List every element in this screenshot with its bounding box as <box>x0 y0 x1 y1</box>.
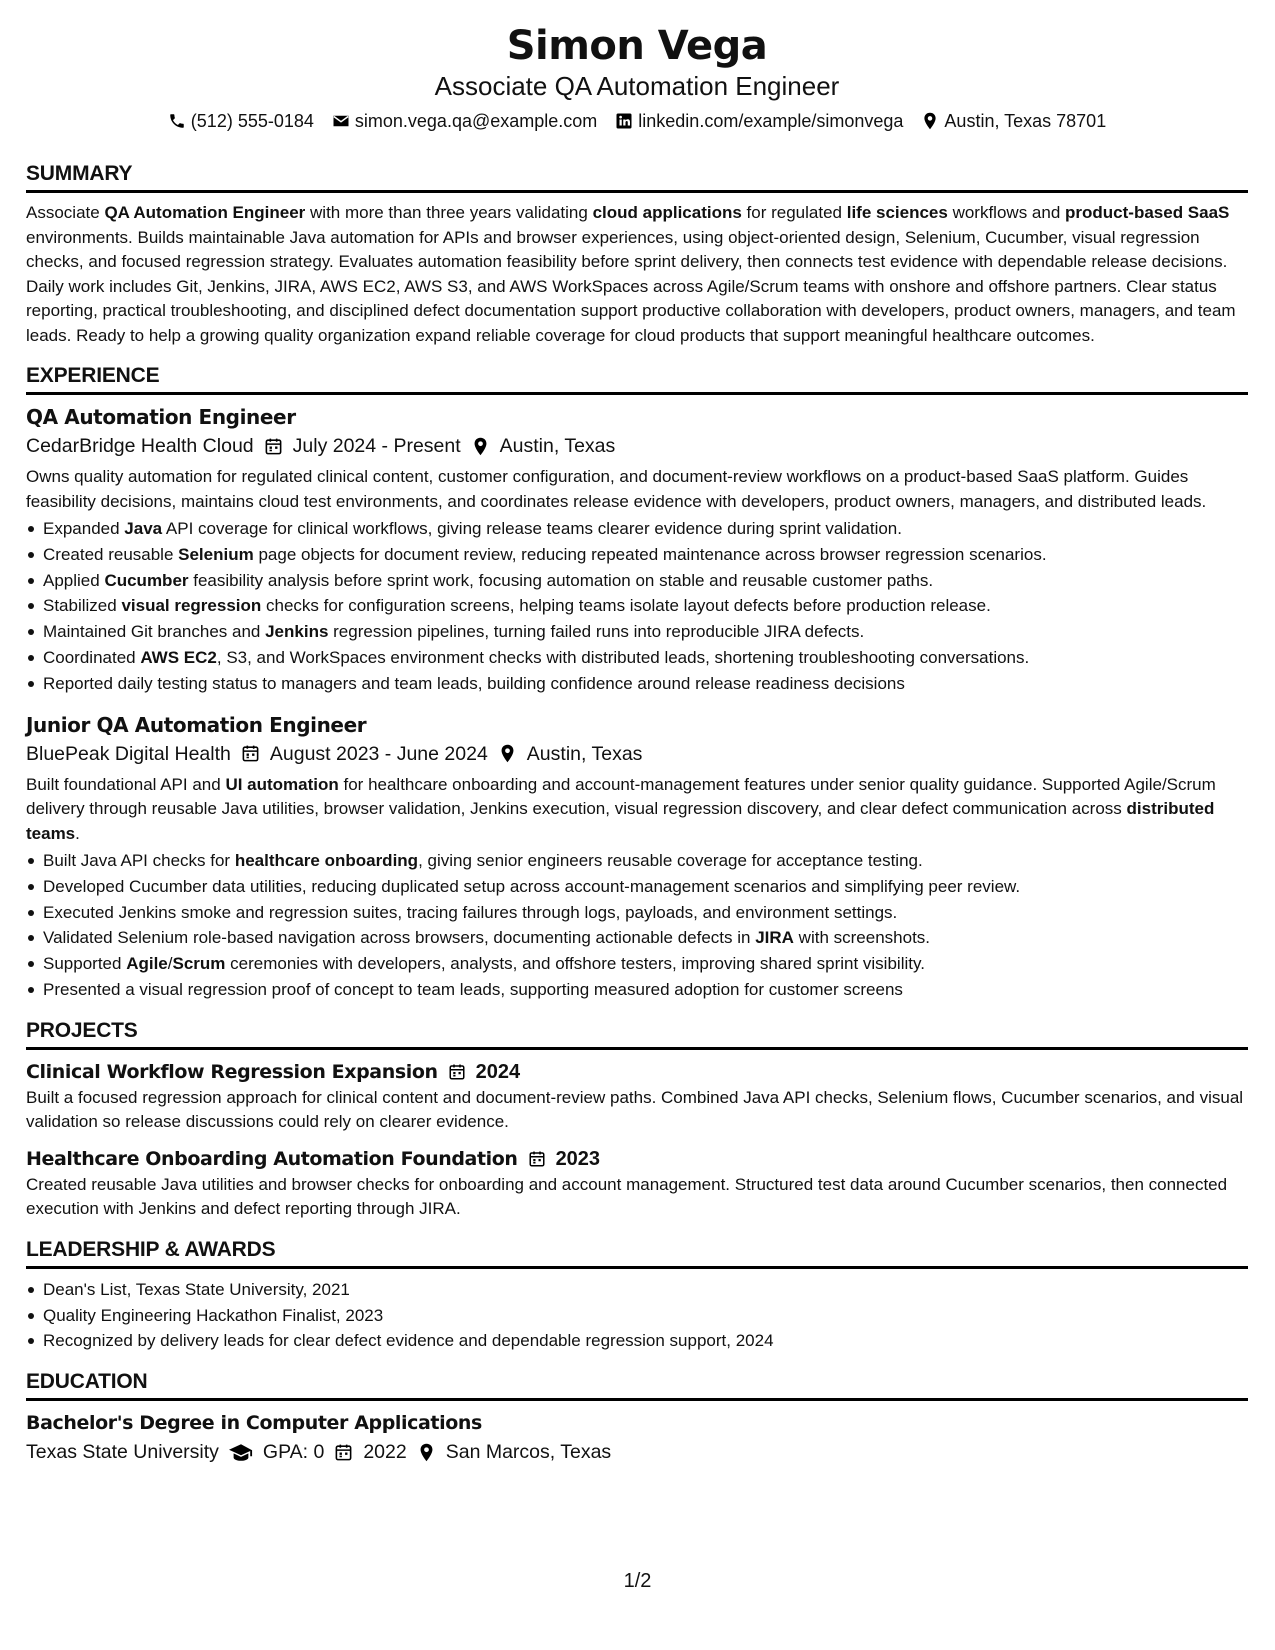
list-item: Supported Agile/Scrum ceremonies with developers, analysts, and offshore testers, improving shared sprint visibility. <box>26 951 1248 977</box>
emphasis-text: product-based SaaS <box>1065 203 1230 222</box>
company-name: CedarBridge Health Cloud <box>26 435 254 457</box>
summary-section <box>26 160 1248 348</box>
envelope-icon <box>332 112 350 130</box>
list-item: Developed Cucumber data utilities, reducing duplicated setup across account-management scenarios and simplifying peer review. <box>26 874 1248 900</box>
list-item: Maintained Git branches and Jenkins regression pipelines, turning failed runs into reproducible JIRA defects. <box>26 619 1248 645</box>
project-header <box>26 1058 1248 1086</box>
list-item: Expanded Java API coverage for clinical workflows, giving release teams clearer evidence during sprint validation. <box>26 516 1248 542</box>
list-item: Built Java API checks for healthcare onboarding, giving senior engineers reusable coverage for acceptance testing. <box>26 848 1248 874</box>
section-heading: EXPERIENCE <box>26 362 1248 395</box>
job-bullets <box>26 516 1248 697</box>
list-item: Applied Cucumber feasibility analysis before sprint work, focusing automation on stable and reusable customer paths. <box>26 568 1248 594</box>
location-text: Austin, Texas 78701 <box>944 111 1107 131</box>
leadership-section <box>26 1236 1248 1354</box>
emphasis-text: UI automation <box>225 774 339 794</box>
contact-location <box>921 108 1106 134</box>
section-heading: EDUCATION <box>26 1368 1248 1401</box>
emphasis-text: AWS EC2 <box>140 647 217 667</box>
project-entry <box>26 1145 1248 1222</box>
job-location: Austin, Texas <box>526 742 643 765</box>
emphasis-text: Java <box>124 519 163 538</box>
contact-bar <box>26 108 1248 134</box>
page-number: 1/2 <box>623 1570 652 1592</box>
list-item: Recognized by delivery leads for clear defect evidence and dependable regression support, 2024 <box>26 1328 1248 1354</box>
phone-icon <box>168 112 186 130</box>
email-text[interactable]: simon.vega.qa@example.com <box>354 111 598 131</box>
calendar-icon <box>241 744 260 763</box>
emphasis-text: Agile <box>126 954 168 974</box>
list-item: Coordinated AWS EC2, S3, and WorkSpaces environment checks with distributed leads, shortening troubleshooting conversations. <box>26 645 1248 671</box>
projects-section <box>26 1017 1248 1222</box>
list-item: Reported daily testing status to managers and team leads, building confidence around release readiness decisions <box>26 671 1248 697</box>
education-meta <box>26 1437 1248 1467</box>
emphasis-text: Cucumber <box>104 570 189 590</box>
job-entry <box>26 403 1248 697</box>
calendar-icon <box>448 1063 466 1081</box>
map-pin-icon <box>498 744 517 763</box>
emphasis-text: life sciences <box>846 203 948 222</box>
list-item: Presented a visual regression proof of concept to team leads, supporting measured adoption for customer screens <box>26 977 1248 1003</box>
phone-text: (512) 555-0184 <box>190 111 314 131</box>
list-item: Dean's List, Texas State University, 2021 <box>26 1277 1248 1303</box>
project-year: 2024 <box>475 1060 521 1083</box>
resume-page <box>26 20 1248 1471</box>
job-bullets <box>26 848 1248 1003</box>
experience-section <box>26 362 1248 1003</box>
linkedin-text[interactable]: linkedin.com/example/simonvega <box>638 111 904 131</box>
job-description: Built foundational API and UI automation for healthcare onboarding and account-management features under senior quality guidance. Supported Agile/Scrum delivery through reusable Java utilities, browser validation, Jenkins execution, visual regression discovery, and clear defect communication across distributed teams. <box>26 774 1216 843</box>
education-section <box>26 1368 1248 1467</box>
project-description: Created reusable Java utilities and browser checks for onboarding and account management. Structured test data around Cucumber scenarios, then connected execution with Jenkins and defect reporting through JIRA. <box>26 1174 1228 1219</box>
project-name: Healthcare Onboarding Automation Foundation <box>26 1147 518 1170</box>
graduation-cap-icon <box>229 1443 253 1462</box>
project-entry <box>26 1058 1248 1135</box>
list-item: Executed Jenkins smoke and regression suites, tracing failures through logs, payloads, and environment settings. <box>26 900 1248 926</box>
emphasis-text: Jenkins <box>265 622 329 642</box>
job-location: Austin, Texas <box>499 435 616 457</box>
map-pin-icon <box>921 112 939 130</box>
project-year: 2023 <box>555 1147 601 1170</box>
emphasis-text: distributed teams <box>26 799 1215 843</box>
candidate-title: Associate QA Automation Engineer <box>434 71 840 101</box>
emphasis-text: visual regression <box>121 596 262 616</box>
awards-list <box>26 1277 1248 1354</box>
emphasis-text: Scrum <box>172 954 226 974</box>
linkedin-icon <box>615 112 633 130</box>
job-meta <box>26 739 1248 769</box>
gpa-text: GPA: 0 <box>262 1441 325 1464</box>
emphasis-text: Selenium <box>178 544 254 564</box>
emphasis-text: QA Automation Engineer <box>104 203 306 222</box>
job-title: QA Automation Engineer <box>26 405 296 429</box>
section-heading: PROJECTS <box>26 1017 1248 1050</box>
job-dates: July 2024 - Present <box>292 435 461 457</box>
calendar-icon <box>264 437 283 456</box>
contact-email[interactable] <box>332 108 597 134</box>
project-header <box>26 1145 1248 1173</box>
map-pin-icon <box>417 1443 436 1462</box>
job-description: Owns quality automation for regulated clinical content, customer configuration, and document-review workflows on a product-based SaaS platform. Guides feasibility decisions, maintains cloud test environments, and coordinates release evidence with developers, product owners, managers, and distributed leads. <box>26 467 1207 511</box>
calendar-icon <box>334 1443 353 1462</box>
project-description: Built a focused regression approach for clinical content and document-review paths. Combined Java API checks, Selenium flows, Cucumber scenarios, and visual validation so release discussions could rely on clearer evidence. <box>26 1087 1244 1132</box>
candidate-name: Simon Vega <box>506 23 768 69</box>
emphasis-text: healthcare onboarding <box>234 851 419 871</box>
project-name: Clinical Workflow Regression Expansion <box>26 1060 438 1083</box>
summary-text: Associate QA Automation Engineer with more than three years validating cloud applications for regulated life sciences workflows and product-based SaaS environments. Builds maintainable Java automation for APIs and browser experiences, using object-oriented design, Selenium, Cucumber, visual regression checks, and focused regression strategy. Evaluates automation feasibility before sprint delivery, then connects test evidence with dependable release decisions. Daily work includes Git, Jenkins, JIRA, AWS EC2, AWS S3, and AWS WorkSpaces across Agile/Scrum teams with onshore and offshore partners. Clear status reporting, practical troubleshooting, and disciplined defect documentation support productive collaboration with developers, product owners, managers, and team leads. Ready to help a growing quality organization expand reliable coverage for cloud products that support meaningful healthcare outcomes. <box>26 203 1236 345</box>
section-heading: SUMMARY <box>26 160 1248 193</box>
company-name: BluePeak Digital Health <box>26 742 231 765</box>
resume-header <box>26 20 1248 134</box>
contact-linkedin[interactable] <box>615 108 903 134</box>
emphasis-text: JIRA <box>755 928 794 948</box>
job-title: Junior QA Automation Engineer <box>26 712 367 737</box>
job-dates: August 2023 - June 2024 <box>269 742 488 765</box>
graduation-year: 2022 <box>363 1441 407 1464</box>
list-item: Created reusable Selenium page objects for document review, reducing repeated maintenance across browser regression scenarios. <box>26 542 1248 568</box>
degree-name: Bachelor's Degree in Computer Applications <box>26 1412 482 1435</box>
list-item: Validated Selenium role-based navigation across browsers, documenting actionable defects in JIRA with screenshots. <box>26 925 1248 951</box>
list-item: Quality Engineering Hackathon Finalist, 2023 <box>26 1303 1248 1329</box>
emphasis-text: cloud applications <box>592 203 742 222</box>
job-entry <box>26 711 1248 1003</box>
section-heading: LEADERSHIP & AWARDS <box>26 1236 1248 1269</box>
contact-phone <box>168 108 314 134</box>
school-name: Texas State University <box>26 1441 219 1464</box>
map-pin-icon <box>471 437 490 456</box>
calendar-icon <box>528 1150 546 1168</box>
list-item: Stabilized visual regression checks for configuration screens, helping teams isolate layout defects before production release. <box>26 593 1248 619</box>
job-meta <box>26 431 1248 461</box>
school-location: San Marcos, Texas <box>445 1441 612 1464</box>
